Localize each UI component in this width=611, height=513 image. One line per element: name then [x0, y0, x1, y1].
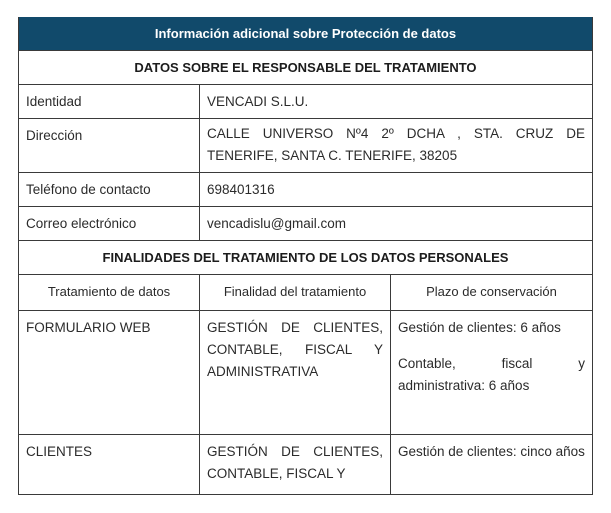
column-header-finalidad: Finalidad del tratamiento: [200, 275, 391, 310]
section-finalidades-label: FINALIDADES DEL TRATAMIENTO DE LOS DATOS PERSONALES: [102, 250, 509, 265]
column-header-plazo: Plazo de conservación: [426, 284, 557, 299]
section-finalidades-title: [19, 241, 592, 275]
table-row-correo: [19, 207, 592, 241]
table-header: [19, 17, 592, 51]
row-label: Correo electrónico: [19, 207, 200, 240]
tratamiento-cell: FORMULARIO WEB: [19, 311, 200, 434]
section-responsable-label: DATOS SOBRE EL RESPONSABLE DEL TRATAMIENTO: [134, 60, 477, 75]
table-row-telefono: [19, 173, 592, 207]
row-value: vencadislu@gmail.com: [207, 216, 347, 231]
finalidad-cell: GESTIÓN DE CLIENTES, CONTABLE, FISCAL Y ADMINISTRATIVA: [200, 311, 391, 434]
plazo-contable: Contable, fiscal y administrativa: 6 años: [398, 356, 585, 393]
table-row-clientes: [19, 435, 592, 495]
tratamiento-cell: CLIENTES: [19, 435, 200, 494]
table-row-formulario-web: [19, 311, 592, 435]
column-header-tratamiento: Tratamiento de datos: [19, 275, 200, 310]
row-label: Teléfono de contacto: [19, 173, 200, 206]
table-row-direccion: [19, 119, 592, 173]
data-protection-table: [18, 17, 593, 495]
finalidad-cell: GESTIÓN DE CLIENTES, CONTABLE, FISCAL Y: [200, 435, 391, 494]
plazo-cell: [391, 311, 592, 434]
plazo-gestion: Gestión de clientes: 6 años: [398, 320, 561, 335]
row-value: CALLE UNIVERSO Nº4 2º DCHA , STA. CRUZ DE TENERIFE, SANTA C. TENERIFE, 38205: [207, 126, 585, 163]
row-label: Identidad: [19, 85, 200, 118]
row-value: 698401316: [207, 182, 275, 197]
row-label: Dirección: [19, 119, 200, 172]
table-row-identidad: [19, 85, 592, 119]
plazo-cell: Gestión de clientes: cinco años: [398, 444, 585, 459]
row-value: VENCADI S.L.U.: [207, 94, 309, 109]
table-column-headers: [19, 275, 592, 311]
table-title: Información adicional sobre Protección de datos: [154, 26, 457, 41]
section-responsable-title: [19, 51, 592, 85]
